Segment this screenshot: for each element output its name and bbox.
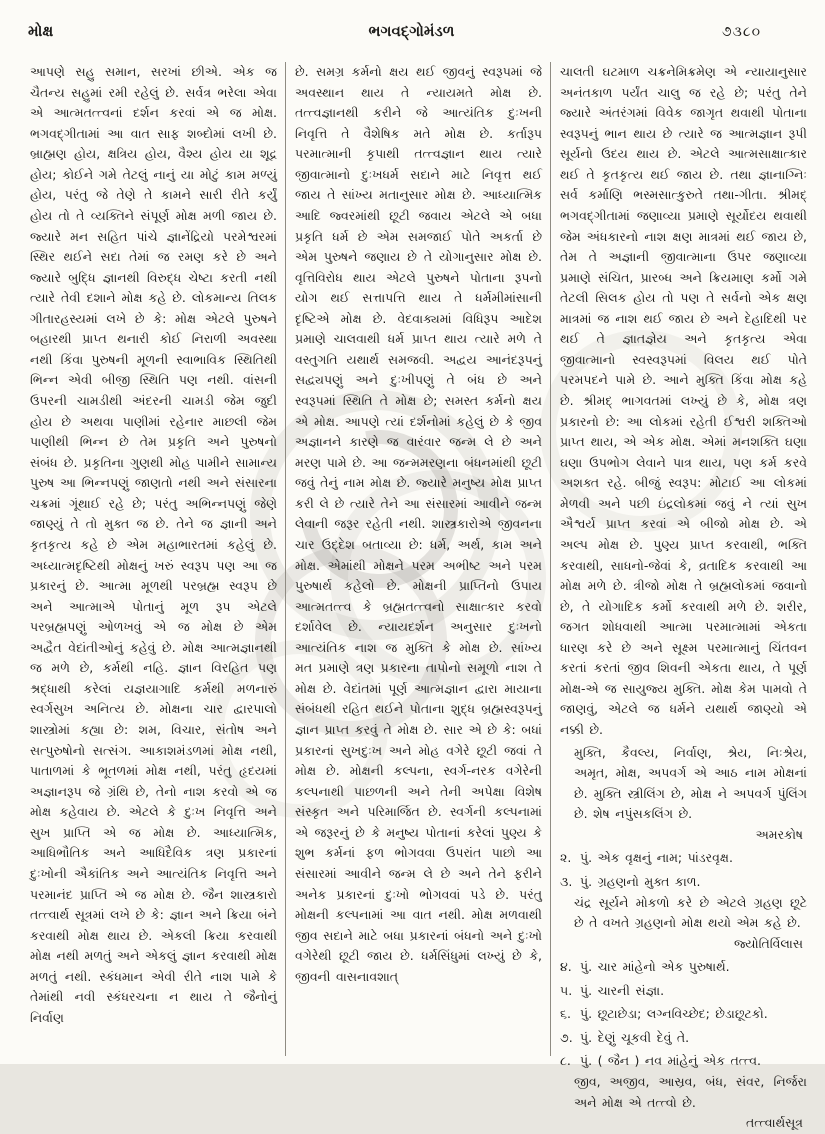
column-2-paragraph: છે. સમગ્ર કર્મનો ક્ષય થઈ જીવનું સ્વરૂપમાં જે અવસ્થાન થાય તે ન્યાયમતે મોક્ષ છે. તત્ત્વજ્ઞાનથી કરીને જે આત્યંતિક દુઃખની નિવૃત્તિ તે વૈશેષિક મતે મોક્ષ છે. કર્તારૂપ પરમાત્માની કૃપાથી તત્ત્વજ્ઞાન થાય ત્યારે જીવાત્માનો દુઃખધર્મ સદાને માટે નિવૃત્ત થઈ જાય તે સાંખ્ય મતાનુસાર મોક્ષ છે. આધ્યાત્મિક આદિ જ્વરમાંથી છૂટી જવાય એટલે એ બધા પ્રકૃતિ ધર્મ છે એમ સમજાઈ પોતે અકર્તા છે એમ પુરુષને જણાય છે તે યોગાનુસાર મોક્ષ છે. વૃત્તિવિરોધ થાય એટલે પુરુષને પોતાના રૂપનો યોગ થઈ સત્તાપત્તિ થાય તે ધર્મમીમાંસાની દૃષ્ટિએ મોક્ષ છે. વેદવાક્યમાં વિધિરૂપ આદેશ પ્રમાણે ચાલવાથી ધર્મ પ્રાપ્ત થાય ત્યારે મળે તે વસ્તુગતિ યથાર્થ સમજવી. અદ્વય આનંદરૂપનું સદ્વ્યપણું અને દુઃખીપણું તે બંધ છે અને સ્વરૂપમાં સ્થિતિ તે મોક્ષ છે; સમસ્ત કર્મનો ક્ષય એ મોક્ષ. આપણે ત્યાં દર્શનોમાં કહેલું છે કે જીવ અજ્ઞાનને કારણે જ વારંવાર જન્મ લે છે અને મરણ પામે છે. આ જન્મમરણના બંધનમાંથી છૂટી જવું તેનું નામ મોક્ષ છે. જ્યારે મનુષ્ય મોક્ષ પ્રાપ્ત કરી લે છે ત્યારે તેને આ સંસારમાં આવીને જન્મ લેવાની જરૂર રહેતી નથી. શાસ્ત્રકારોએ જીવનના ચાર ઉદ્દેશ બતાવ્યા છે: ધર્મ, અર્થ, કામ અને મોક્ષ. એમાંથી મોક્ષને પરમ અભીષ્ટ અને પરમ પુરુષાર્થ કહેલો છે. મોક્ષની પ્રાપ્તિનો ઉપાય આત્મતત્ત્વ કે બ્રહ્મતત્ત્વનો સાક્ષાત્કાર કરવો દર્શાવેલ છે. ન્યાયદર્શન અનુસાર દુઃખનો આત્યંતિક નાશ જ મુક્તિ કે મોક્ષ છે. સાંખ્ય મત પ્રમાણે ત્રણ પ્રકારના તાપોનો સમૂળો નાશ તે મોક્ષ છે. વેદાંતમાં પૂર્ણ આત્મજ્ઞાન દ્વારા માયાના સંબંધથી રહિત થઈને પોતાના શુદ્ધ બ્રહ્મસ્વરૂપનું જ્ઞાન પ્રાપ્ત કરવું તે મોક્ષ છે. સાર એ છે કે: બધાં પ્રકારનાં સુખદુઃખ અને મોહ વગેરે છૂટી જવાં તે મોક્ષ છે. મોક્ષની કલ્પના, સ્વર્ગ-નરક વગેરેની કલ્પનાથી પાછળની અને તેની અપેક્ષા વિશેષ સંસ્કૃત અને પરિમાર્જિત છે. સ્વર્ગની કલ્પનામાં એ જરૂરનું છે કે મનુષ્ય પોતાનાં કરેલાં પુણ્ય કે શુભ કર્મનાં ફળ ભોગવવા ઉપરાંત પાછો આ સંસારમાં આવીને જન્મ લે છે અને તેને ફરીને અનેક પ્રકારનાં દુઃખો ભોગવવાં પડે છે. પરંતુ મોક્ષની કલ્પનામાં આ વાત નથી. મોક્ષ મળવાથી જીવ સદાને માટે બધા પ્રકારનાં બંધનો અને દુઃખો વગેરેથી છૂટી જાય છે. ધર્મસિંધુમાં લખ્યું છે કે, જીવની વાસનાવશાત્	[295, 64, 542, 984]
column-2	[285, 62, 542, 1056]
sense-4	[560, 957, 807, 978]
sense-8-note: જીવ, અજીવ, આસ્રવ, બંધ, સંવર, નિર્જરા અને મોક્ષ એ તત્ત્વો છે.	[574, 1074, 807, 1110]
amarkosh-note: મુક્તિ, કૈવલ્ય, નિર્વાણ, શ્રેય, નિઃશ્રેય, અમૃત, મોક્ષ, અપવર્ગ એ આઠ નામ મોક્ષનાં છે. મુક્તિ સ્ત્રીલિંગ છે, મોક્ષ ને અપવર્ગ પુંલિંગ છે. શેષ નપુંસકલિંગ છે.	[574, 744, 807, 822]
sense-pos: પું.	[580, 850, 593, 866]
running-head-entry-word: મોક્ષ	[28, 22, 54, 40]
sense-pos: પું.	[580, 1053, 593, 1069]
column-3-paragraph: ચાલતી ઘટમાળ ચક્રનેમિક્રમેણ એ ન્યાયાનુસાર અનંતકાળ પર્યંત ચાલુ જ રહે છે; પરંતુ તેને જ્યારે અંતરંગમાં વિવેક જાગૃત થવાથી પોતાના સ્વરૂપનું ભાન થાય છે ત્યારે જ આત્મજ્ઞાન રૂપી સૂર્યનો ઉદય થાય છે. એટલે આત્મસાક્ષાત્કાર થઈ તે કૃતકૃત્ય થઈ જાય છે. તથા જ્ઞાનાગ્નિઃ સર્વ કર્માણિ ભસ્મસાત્કુરુતે તથા-ગીતા. શ્રીમદ્ ભગવદ્ગીતામાં જણાવ્યા પ્રમાણે સૂર્યોદય થવાથી જેમ અંધકારનો નાશ ક્ષણ માત્રમાં થઈ જાય છે, તેમ તે અજ્ઞાની જીવાત્માના ઉપર જણાવ્યા પ્રમાણે સંચિત, પ્રારબ્ધ અને ક્રિયમાણ કર્મો ગમે તેટલી સિલક હોય તો પણ તે સર્વનો એક ક્ષણ માત્રમાં જ નાશ થઈ જાય છે અને દેહાદિથી પર થઈ તે જ્ઞાતજ્ઞેય અને કૃતકૃત્ય એવા જીવાત્માનો સ્વસ્વરૂપમાં વિલય થઈ પોતે પરમપદને પામે છે. આને મુક્તિ કિંવા મોક્ષ કહે છે. શ્રીમદ્ ભાગવતમાં લખ્યું છે કે, મોક્ષ ત્રણ પ્રકારનો છે: આ લોકમાં રહેતી ઈશ્વરી શક્તિઓ પ્રાપ્ત થાય, એ એક મોક્ષ. એમાં મનશક્તિ ઘણા ઘણા ઉપભોગ લેવાને પાત્ર થાય, પણ કર્મ કરવે અશક્ત રહે. બીજું સ્વરૂપ: મોટાઈ આ લોકમાં મેળવી અને પછી ઇંદ્રલોકમાં જવું ને ત્યાં સુખ ઐશ્વર્ય પ્રાપ્ત કરવાં એ બીજો મોક્ષ છે. એ અલ્પ મોક્ષ છે. પુણ્ય પ્રાપ્ત કરવાથી, ભક્તિ કરવાથી, સાધનો-જેવાં કે, વ્રતાદિક કરવાથી આ મોક્ષ મળે છે. ત્રીજો મોક્ષ તે બ્રહ્મલોકમાં જવાનો છે, તે યોગાદિક કર્મો કરવાથી મળે છે. શરીર, જગત શોધવાથી આત્મા પરમાત્મામાં એકતા ધારણ કરે છે અને સૂક્ષ્મ પરમાત્માનું ચિંતવન કરતાં કરતાં જીવ શિવની એકતા થાય, તે પૂર્ણ મોક્ષ-એ જ સાયુજ્ય મુક્તિ. મોક્ષ કેમ પામવો તે જાણવું, એટલે જ ધર્મને યથાર્થ જાણ્યો એ નક્કી છે.	[560, 64, 807, 737]
sense-text: છૂટાછેડા; લગ્નવિચ્છેદ; છેડાછૂટકો.	[597, 1006, 768, 1022]
sense-number: ૭.	[560, 1029, 573, 1045]
sense-pos: પું.	[580, 1006, 593, 1022]
sense-text: ચાર માંહેનો એક પુરુષાર્થ.	[597, 959, 730, 975]
sense-5	[560, 981, 807, 1002]
sense-text: દેણું ચૂકવી દેવું તે.	[597, 1029, 690, 1045]
column-1-paragraph: આપણે સહુ સમાન, સરખાં છીએ. એક જ ચૈતન્ય સહુમાં રમી રહેલું છે. સર્વત્ર ભરેલા એવા એ આત્મતત્ત્વનાં દર્શન કરવાં એ જ મોક્ષ. ભગવદ્ગીતામાં આ વાત સાફ શબ્દોમાં લખી છે. બ્રાહ્મણ હોય, ક્ષત્રિય હોય, વૈશ્ય હોય યા શૂદ્ર હોય; કોઈને ગમે તેટલું નાનું યા મોટું કામ મળ્યું હોય, પરંતુ જે તેણે તે કામને સારી રીતે કર્યું હોય તો તે વ્યક્તિને સંપૂર્ણ મોક્ષ મળી જાય છે. જ્યારે મન સહિત પાંચે જ્ઞાનેંદ્રિયો પરમેશ્વરમાં સ્થિર થઈને સદા તેમાં જ રમણ કરે છે અને જ્યારે બુદ્ધિ જ્ઞાનથી વિરુદ્ધ ચેષ્ટા કરતી નથી ત્યારે તેવી દશાને મોક્ષ કહે છે. લોકમાન્ય તિલક ગીતારહસ્યમાં લખે છે કે: મોક્ષ એટલે પુરુષને બહારથી પ્રાપ્ત થનારી કોઈ નિરાળી અવસ્થા નથી કિંવા પુરુષની મૂળની સ્વાભાવિક સ્થિતિથી ભિન્ન એવી બીજી સ્થિતિ પણ નથી. વાંસની ઉપરની ચામડીથી અંદરની ચામડી જેમ જુદી હોય છે અથવા પાણીમાં રહેનાર માછલી જેમ પાણીથી ભિન્ન છે તેમ પ્રકૃતિ અને પુરુષનો સંબંધ છે. પ્રકૃતિના ગુણથી મોહ પામીને સામાન્ય પુરુષ આ ભિન્નપણું જાણતો નથી અને સંસારના ચક્રમાં ગૂંથાઈ રહે છે; પરંતુ અભિન્નપણું જેણે જાણ્યું તે તો મુક્ત જ છે. તેને જ જ્ઞાની અને કૃતકૃત્ય કહે છે એમ મહાભારતમાં કહેલું છે. અધ્યાત્મદૃષ્ટિથી મોક્ષનું ખરું સ્વરૂપ પણ આ જ પ્રકારનું છે. આત્મા મૂળથી પરબ્રહ્મ સ્વરૂપ છે અને આત્માએ પોતાનું મૂળ રૂપ એટલે પરબ્રહ્મપણું ઓળખવું એ જ મોક્ષ છે એમ અદ્વૈત વેદાંતીઓનું કહેવું છે. મોક્ષ આત્મજ્ઞાનથી જ મળે છે, કર્મથી નહિ. જ્ઞાન વિરહિત પણ શ્રદ્ધાથી કરેલાં યજ્ઞયાગાદિ કર્મથી મળનારું સ્વર્ગસુખ અનિત્ય છે. મોક્ષના ચાર દ્વારપાલો શાસ્ત્રોમાં કહ્યા છે: શમ, વિચાર, સંતોષ અને સત્પુરુષોનો સત્સંગ. આકાશમંડળમાં મોક્ષ નથી, પાતાળમાં કે ભૂતળમાં મોક્ષ નથી, પરંતુ હૃદયમાં અજ્ઞાનરૂપ જે ગ્રંથિ છે, તેનો નાશ કરવો એ જ મોક્ષ કહેવાય છે. એટલે કે દુઃખ નિવૃત્તિ અને સુખ પ્રાપ્તિ એ જ મોક્ષ છે. આધ્યાત્મિક, આધિભૌતિક અને આધિદૈવિક ત્રણ પ્રકારનાં દુઃખોની ઐકાંતિક અને આત્યંતિક નિવૃત્તિ અને પરમાનંદ પ્રાપ્તિ એ જ મોક્ષ છે. જૈન શાસ્ત્રકારો તત્ત્વાર્થ સૂત્રમાં લખે છે કે: જ્ઞાન અને ક્રિયા બંને કરવાથી મોક્ષ થાય છે. એકલી ક્રિયા કરવાથી મોક્ષ નથી મળતું અને એકલું જ્ઞાન કરવાથી મોક્ષ મળતું નથી. સ્કંધમાન એવી રીતે નાશ પામે કે તેમાંથી નવી સ્કંધરચના ન થાય તે જૈનોનું નિર્વાણ	[30, 64, 277, 1025]
sense-number: ૨.	[560, 850, 572, 866]
page-number: ૭૩૮૦	[721, 24, 761, 40]
sense-number: ૬.	[560, 1006, 571, 1022]
column-3	[550, 62, 807, 1131]
sense-6	[560, 1004, 807, 1025]
sense-8	[560, 1051, 807, 1072]
sense-3	[560, 872, 807, 893]
sense-text: એક વૃક્ષનું નામ; પાંડરવૃક્ષ.	[597, 850, 733, 866]
sense-pos: પું.	[580, 1029, 593, 1045]
citation-tattvarthasutra: તત્ત્વાર્થસૂત્ર	[746, 1115, 803, 1131]
sense-number: ૩.	[560, 873, 573, 889]
sense-text: ગ્રહણનો મુક્ત કાળ.	[597, 873, 701, 889]
sense-number: ૪.	[560, 959, 572, 975]
citation-amarkosh: અમરકોષ	[755, 826, 803, 842]
sense-number: ૫.	[560, 982, 573, 998]
sense-7	[560, 1028, 807, 1049]
sense-pos: પું.	[580, 959, 593, 975]
sense-pos: પું.	[580, 982, 593, 998]
citation-jyotirvilas: જ્યોતિર્વિલાસ	[733, 935, 803, 951]
column-1	[30, 62, 277, 1056]
sense-3-note: ચંદ્ર સૂર્યને મોકળો કરે છે એટલે ગ્રહણ છૂટે છે તે વખતે ગ્રહણનો મોક્ષ થયો એમ કહે છે.	[574, 894, 807, 931]
text-block	[30, 62, 807, 1131]
sense-2	[560, 848, 807, 869]
sense-text: ચારની સંજ્ઞા.	[597, 982, 665, 998]
sense-text: ( જૈન ) નવ માંહેનું એક તત્ત્વ.	[597, 1053, 762, 1069]
sense-number: ૮.	[560, 1053, 571, 1069]
sense-pos: પું.	[580, 873, 593, 889]
page-header	[28, 22, 795, 40]
book-title: ભગવદ્ગોમંડળ	[368, 22, 455, 40]
